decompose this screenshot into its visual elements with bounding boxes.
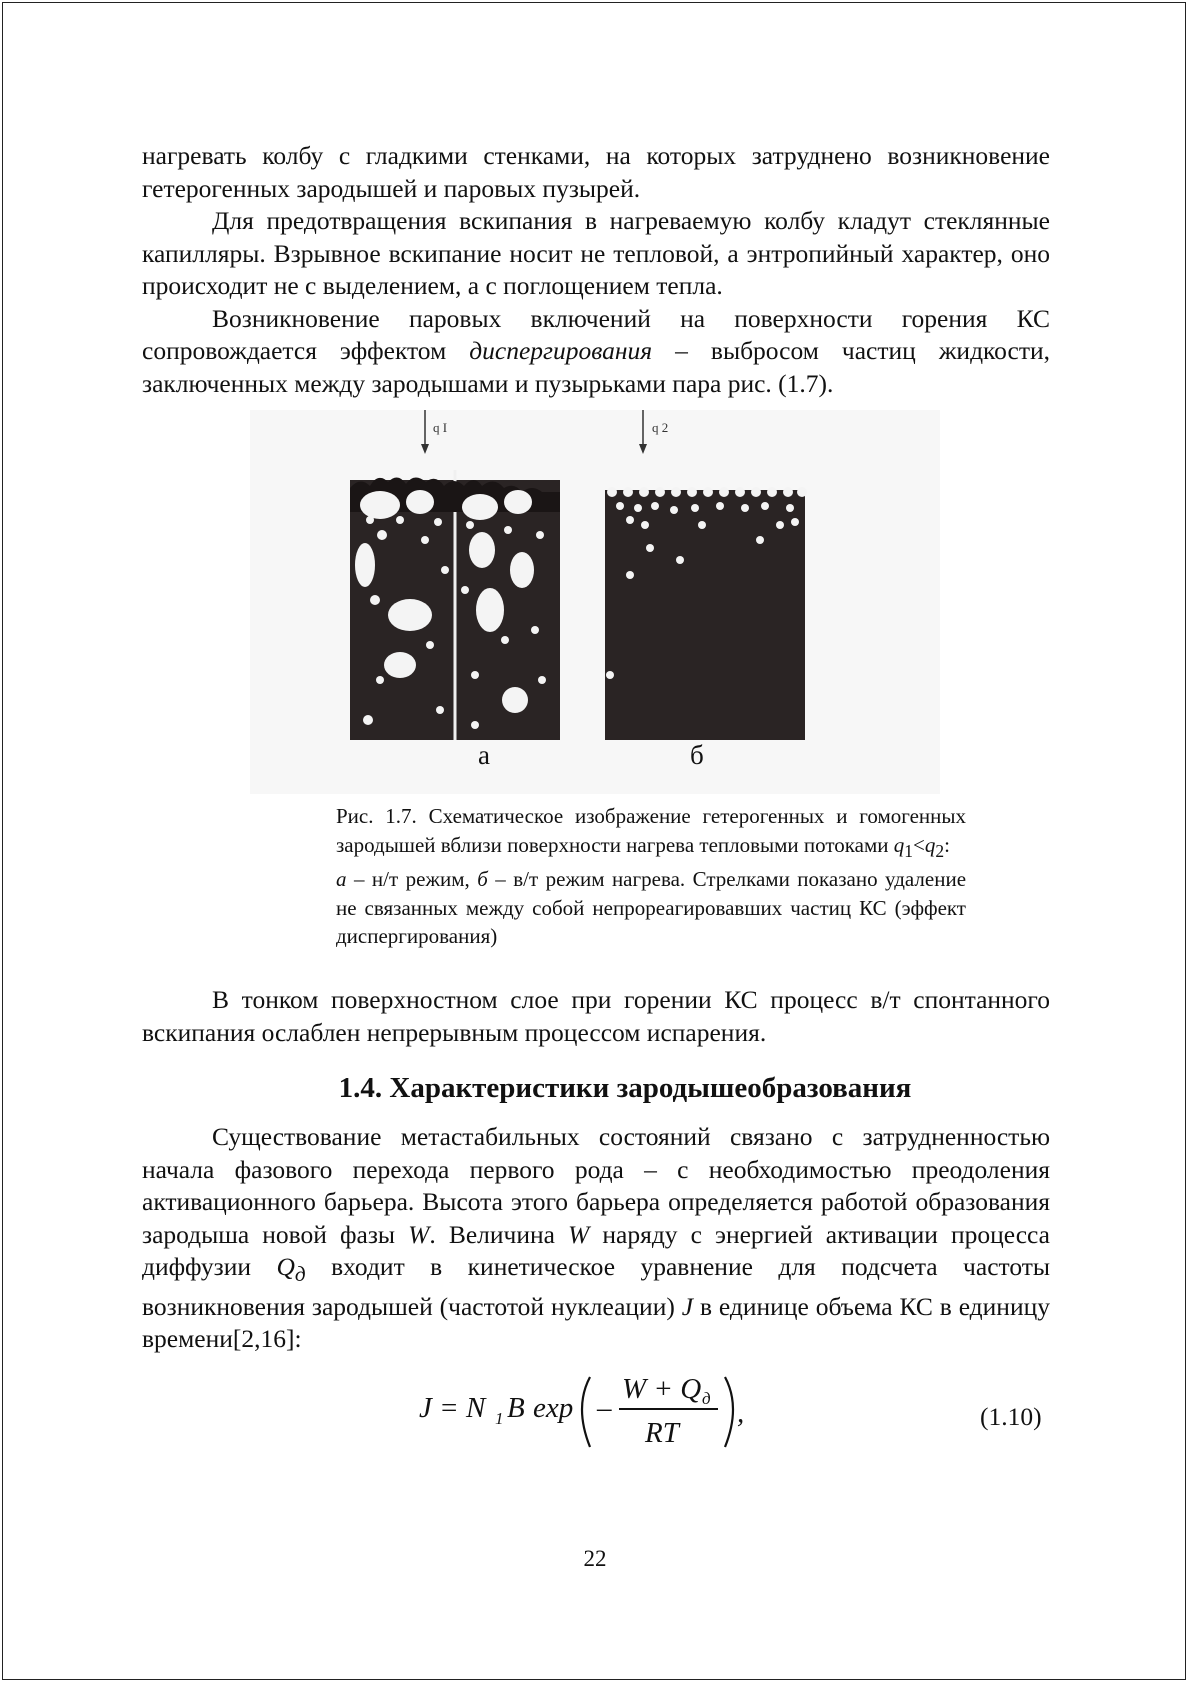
- section-heading: 1.4. Характеристики зародышеобразования: [338, 1072, 912, 1104]
- q2-label: q 2: [652, 420, 669, 435]
- para5-t3: наряду с энергией активации процесса диффузии: [142, 1219, 1050, 1281]
- formula-comma: ,: [737, 1397, 745, 1429]
- para5-t1: Существование метастабильных состояний связано с затрудненностью начала фазового перехода первого рода – с необходимостью преодоления активационного барьера. Высота этого барьера определяется работой образования зародыша новой фазы: [142, 1122, 1050, 1249]
- caption-main: [336, 802, 966, 865]
- body-text-bottom: [142, 1121, 1050, 1356]
- caption-a: а: [336, 867, 347, 892]
- figure-label-b: б: [690, 740, 704, 770]
- caption-q2: q: [924, 832, 936, 857]
- para5-J: J: [681, 1291, 694, 1321]
- para5-t4: входит в кинетическое уравнение для подсчета частоты возникновения зародышей (частотой нуклеации): [142, 1252, 1051, 1321]
- caption-q1: q: [893, 832, 905, 857]
- caption-legend: [336, 865, 966, 951]
- para5-Q-sub: д: [294, 1262, 306, 1287]
- caption-lt: <: [913, 832, 925, 857]
- caption-text: Рис. 1.7. Схематическое изображение гетерогенных и гомогенных зародышей вблизи поверхности нагрева тепловыми потоками: [336, 804, 966, 857]
- formula-numerator-sub: д: [702, 1389, 711, 1408]
- para5-t2: . Величина: [429, 1219, 555, 1249]
- para5-W2: W: [568, 1219, 590, 1249]
- q1-label: q I: [433, 420, 448, 435]
- figure-nucleation-scheme: [250, 410, 940, 794]
- figure-label-a: а: [478, 740, 490, 770]
- para5-t5: в единице объема КС в единицу времени[2,16]:: [142, 1291, 1050, 1354]
- figure-caption: [336, 802, 966, 951]
- paragraph-4: В тонком поверхностном слое при горении КС процесс в/т спонтанного вскипания ослаблен непрерывным процессом испарения.: [142, 985, 1050, 1047]
- paragraph-5: [142, 1121, 1050, 1356]
- formula-exp: exp: [533, 1392, 574, 1424]
- page-number: 22: [583, 1546, 607, 1571]
- formula-1-10: [415, 1362, 775, 1452]
- body-text-middle: [142, 984, 1050, 1049]
- paragraph-3-start: Возникновение паровых включений на поверхности горения КС сопровождается эффектом: [142, 303, 1050, 365]
- body-text-top: [142, 140, 1050, 400]
- caption-q2-sub: 2: [935, 840, 945, 861]
- paragraph-3-end: – выбросом частиц жидкости, заключенных между зародышами и пузырьками пара рис. (1.7).: [142, 336, 1051, 398]
- formula-lhs: J = N: [419, 1392, 486, 1424]
- paragraph-2: Для предотвращения вскипания в нагреваемую колбу кладут стеклянные капилляры. Взрывное вскипание носит не тепловой, а энтропийный характер, оно происходит не с выделением, а с поглощением тепла.: [142, 206, 1050, 300]
- paragraph-3: [142, 303, 1050, 401]
- formula-lhs-sub: 1: [495, 1409, 504, 1428]
- equation-number: (1.10): [980, 1402, 1042, 1431]
- para5-Q: Q: [276, 1252, 295, 1281]
- formula-B: B: [507, 1392, 525, 1424]
- formula-numerator: W + Q: [622, 1373, 702, 1405]
- para5-W1: W: [408, 1219, 430, 1249]
- term-dispersion: диспергирования: [469, 336, 653, 365]
- formula-minus: –: [597, 1392, 612, 1424]
- caption-b-text: – в/т режим нагрева. Стрелками показано удаление не связанных между собой непрореагировавших частиц КС (эффект диспергирования): [336, 867, 967, 949]
- caption-a-text: – н/т режим,: [353, 867, 470, 892]
- paragraph-1: нагревать колбу с гладкими стенками, на которых затруднено возникновение гетерогенных зародышей и паровых пузырей.: [142, 141, 1050, 203]
- formula-denominator: RT: [645, 1417, 679, 1449]
- caption-q1-sub: 1: [904, 840, 914, 861]
- caption-colon: :: [944, 832, 950, 857]
- caption-b: б: [477, 867, 488, 892]
